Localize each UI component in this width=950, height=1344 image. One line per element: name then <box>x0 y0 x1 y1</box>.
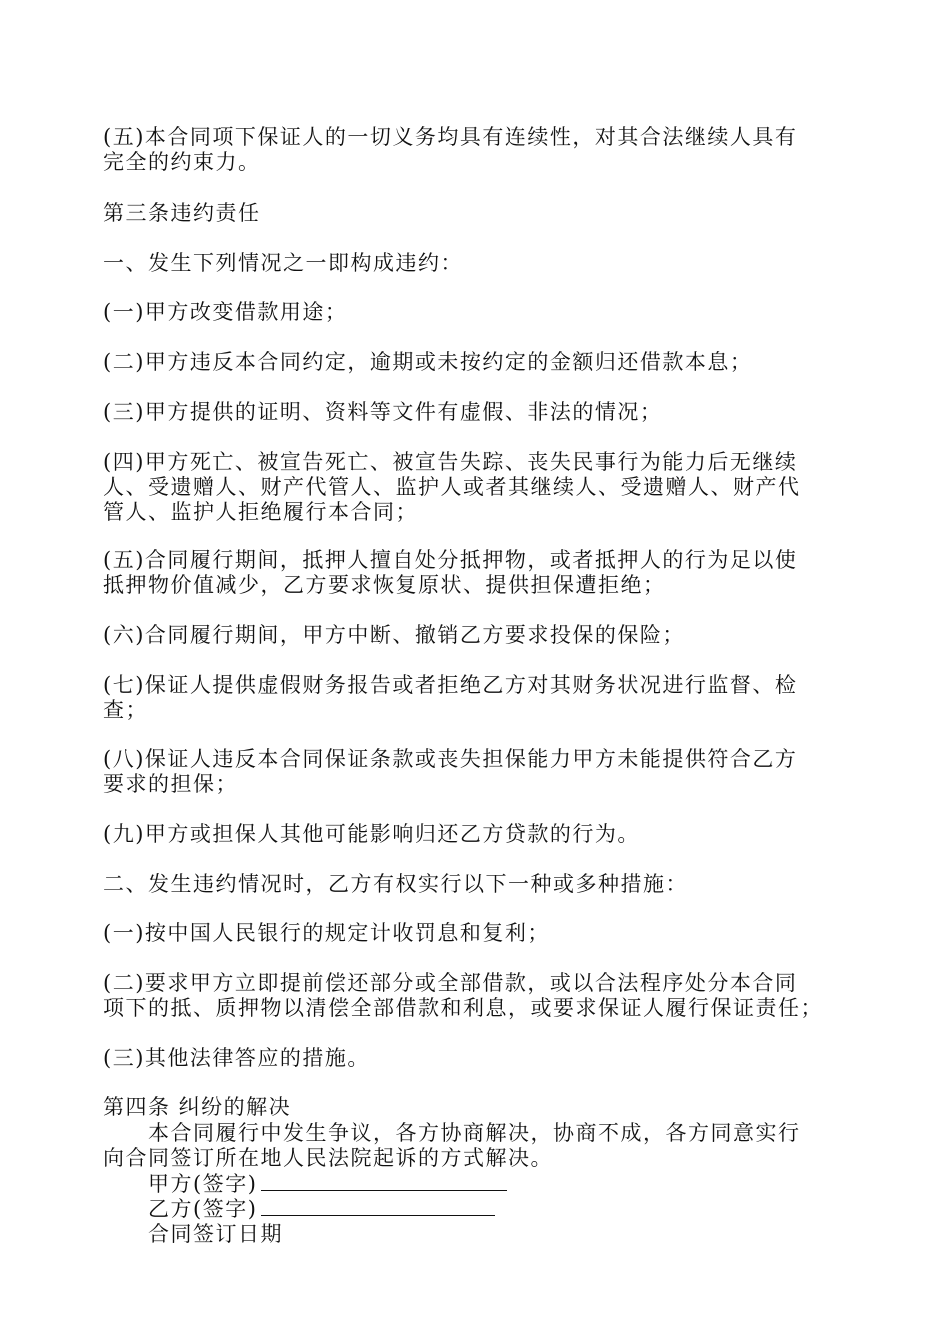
list-item: (九)甲方或担保人其他可能影响归还乙方贷款的行为。 <box>103 822 640 846</box>
list-item: (四)甲方死亡、被宣告死亡、被宣告失踪、丧失民事行为能力后无继续 <box>103 450 798 474</box>
list-item-continued: 查； <box>103 698 148 722</box>
list-item: (二)甲方违反本合同约定，逾期或未按约定的金额归还借款本息； <box>103 350 753 374</box>
list-item-continued: 管人、监护人拒绝履行本合同； <box>103 500 418 524</box>
paragraph-line: 向合同签订所在地人民法院起诉的方式解决。 <box>103 1146 553 1170</box>
paragraph-line: 完全的约束力。 <box>103 150 261 174</box>
paragraph-line: 一、发生下列情况之一即构成违约： <box>103 251 463 275</box>
list-item: (五)合同履行期间，抵押人擅自处分抵押物，或者抵押人的行为足以使 <box>103 548 798 572</box>
signature-underline <box>261 1197 495 1216</box>
list-item: (一)甲方改变借款用途； <box>103 300 348 324</box>
list-item: (二)要求甲方立即提前偿还部分或全部借款，或以合法程序处分本合同 <box>103 971 798 995</box>
section-heading: 第四条 纠纷的解决 <box>103 1095 292 1119</box>
signature-label: 甲方(签字) <box>148 1172 258 1196</box>
list-item-continued: 要求的担保； <box>103 772 238 796</box>
signature-party-a <box>148 1172 507 1197</box>
signature-date: 合同签订日期 <box>148 1222 283 1246</box>
list-item: (八)保证人违反本合同保证条款或丧失担保能力甲方未能提供符合乙方 <box>103 747 798 771</box>
list-item-continued: 人、受遗赠人、财产代管人、监护人或者其继续人、受遗赠人、财产代 <box>103 475 801 499</box>
list-item: (三)甲方提供的证明、资料等文件有虚假、非法的情况； <box>103 400 663 424</box>
paragraph-line: 本合同履行中发生争议，各方协商解决，协商不成，各方同意实行 <box>148 1121 801 1145</box>
signature-label: 乙方(签字) <box>148 1197 258 1221</box>
paragraph-line: 二、发生违约情况时，乙方有权实行以下一种或多种措施： <box>103 872 688 896</box>
list-item: (六)合同履行期间，甲方中断、撤销乙方要求投保的保险； <box>103 623 685 647</box>
list-item: (一)按中国人民银行的规定计收罚息和复利； <box>103 921 550 945</box>
list-item-continued: 项下的抵、质押物以清偿全部借款和利息，或要求保证人履行保证责任； <box>103 996 823 1020</box>
list-item: (七)保证人提供虚假财务报告或者拒绝乙方对其财务状况进行监督、检 <box>103 673 798 697</box>
signature-party-b <box>148 1197 495 1222</box>
section-heading: 第三条违约责任 <box>103 201 261 225</box>
list-item: (三)其他法律答应的措施。 <box>103 1046 370 1070</box>
list-item-continued: 抵押物价值减少，乙方要求恢复原状、提供担保遭拒绝； <box>103 573 666 597</box>
paragraph-line: (五)本合同项下保证人的一切义务均具有连续性，对其合法继续人具有 <box>103 125 798 149</box>
signature-underline <box>261 1172 507 1191</box>
